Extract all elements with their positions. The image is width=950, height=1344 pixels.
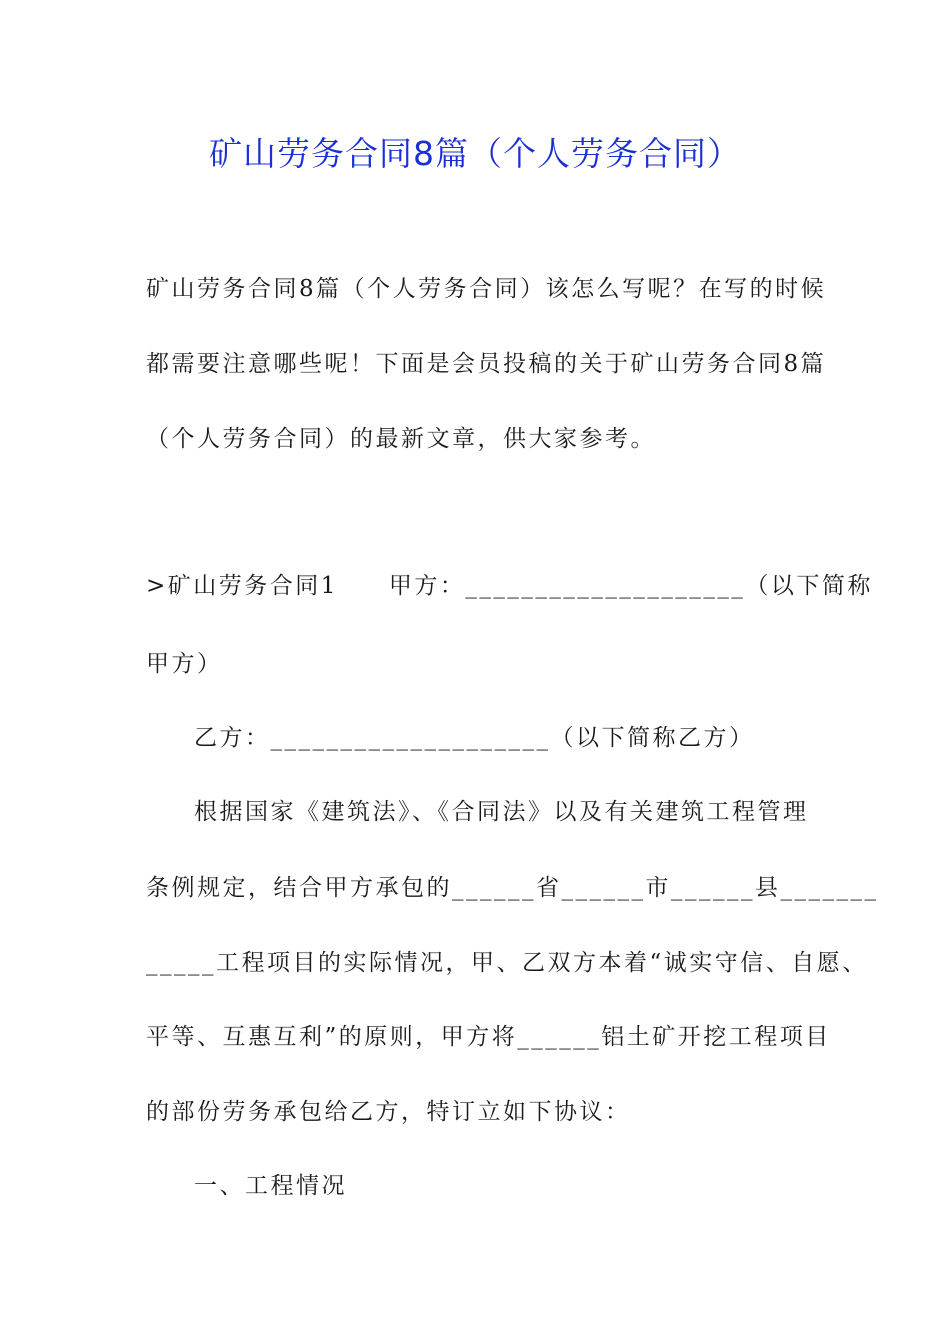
intro-line-3: （个人劳务合同）的最新文章，供大家参考。 [146, 426, 656, 452]
party-b-line: 乙方：____________________（以下简称乙方） [194, 725, 755, 751]
party-a-continued: 甲方） [146, 651, 223, 677]
body-line-2: 条例规定，结合甲方承包的______省______市______县_______ [146, 875, 879, 901]
intro-line-1: 矿山劳务合同8篇（个人劳务合同）该怎么写呢？在写的时候 [146, 276, 827, 302]
document-title: 矿山劳务合同8篇（个人劳务合同） [209, 134, 741, 173]
section-heading-1: 一、工程情况 [194, 1173, 347, 1199]
body-line-3: _____工程项目的实际情况，甲、乙双方本着“诚实守信、自愿、 [146, 950, 868, 976]
body-line-1: 根据国家《建筑法》、《合同法》以及有关建筑工程管理 [194, 799, 809, 825]
body-line-4: 平等、互惠互利”的原则，甲方将______铝土矿开挖工程项目 [146, 1024, 831, 1050]
contract-heading-party-a: >矿山劳务合同1 甲方：____________________（以下简称 [146, 573, 873, 599]
intro-line-2: 都需要注意哪些呢！下面是会员投稿的关于矿山劳务合同8篇 [146, 351, 827, 377]
body-line-5: 的部份劳务承包给乙方，特订立如下协议： [146, 1099, 631, 1125]
